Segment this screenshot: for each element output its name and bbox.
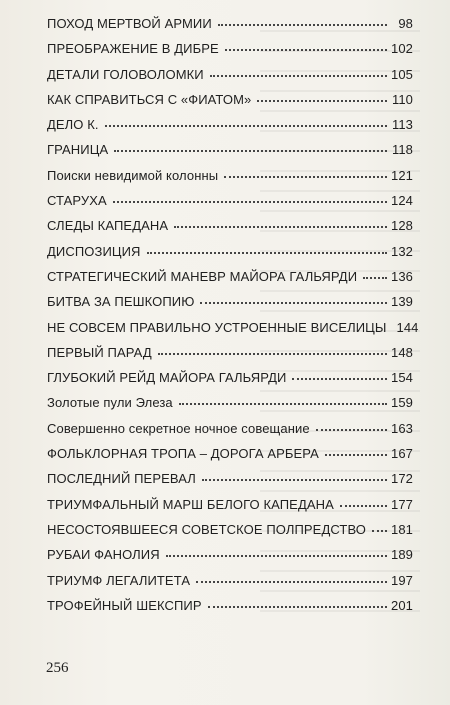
toc-entry	[47, 264, 413, 289]
toc-entry	[47, 289, 413, 314]
toc-entry	[47, 239, 413, 264]
toc-leader-dots	[196, 581, 387, 583]
toc-leader-dots	[179, 403, 387, 405]
toc-leader-dots	[210, 75, 387, 77]
toc-leader-dots	[200, 302, 387, 304]
toc-leader-dots	[292, 378, 387, 380]
toc-entry-title: БИТВА ЗА ПЕШКОПИЮ	[47, 294, 195, 310]
toc-entry	[47, 315, 419, 340]
toc-leader-dots	[158, 353, 387, 355]
toc-entry-title: СТРАТЕГИЧЕСКИЙ МАНЕВР МАЙОРА ГАЛЬЯРДИ	[47, 268, 358, 284]
toc-entry	[47, 213, 413, 238]
toc-leader-dots	[218, 24, 387, 26]
toc-entry	[47, 188, 413, 213]
toc-entry-title: ГЛУБОКИЙ РЕЙД МАЙОРА ГАЛЬЯРДИ	[47, 370, 287, 386]
toc-entry-title: Поиски невидимой колонны	[47, 167, 219, 183]
toc-entry-title: КАК СПРАВИТЬСЯ С «ФИАТОМ»	[47, 91, 252, 107]
page-number: 256	[46, 660, 69, 676]
toc-entry-title: ГРАНИЦА	[47, 142, 109, 158]
toc-entry	[47, 542, 413, 567]
toc-leader-dots	[325, 454, 387, 456]
toc-leader-dots	[174, 226, 387, 228]
toc-entry	[47, 466, 413, 491]
toc-entry-page: 177	[391, 496, 413, 512]
toc-entry-page: 172	[391, 471, 413, 487]
toc-entry-title: ДЕЛО К.	[47, 117, 99, 133]
toc-entry-title: ДЕТАЛИ ГОЛОВОЛОМКИ	[47, 66, 204, 82]
toc-entry-title: ПОСЛЕДНИЙ ПЕРЕВАЛ	[47, 471, 196, 487]
toc-leader-dots	[363, 277, 387, 279]
toc-entry-title: ПРЕОБРАЖЕНИЕ В ДИБРЕ	[47, 41, 219, 57]
toc-entry	[47, 390, 413, 415]
toc-entry-page: 167	[391, 446, 413, 462]
toc-entry-page: 148	[391, 344, 413, 360]
toc-leader-dots	[113, 201, 387, 203]
toc-entry-title: СТАРУХА	[47, 193, 107, 209]
toc-entry	[47, 112, 413, 137]
toc-entry	[47, 36, 413, 61]
toc-entry-page: 181	[391, 521, 413, 537]
toc-leader-dots	[208, 606, 387, 608]
toc-entry-page: 132	[391, 243, 413, 259]
toc-entry-page: 128	[391, 218, 413, 234]
toc-entry-page: 163	[391, 420, 413, 436]
toc-entry-page: 121	[391, 167, 413, 183]
toc-entry-page: 201	[391, 597, 413, 613]
toc-entry-title: РУБАИ ФАНОЛИЯ	[47, 547, 160, 563]
toc-entry-page: 118	[391, 142, 413, 158]
toc-leader-dots	[257, 100, 387, 102]
toc-entry-title: ТРИУМФ ЛЕГАЛИТЕТА	[47, 572, 191, 588]
toc-entry-page: 110	[391, 91, 413, 107]
toc-entry-title: НЕСОСТОЯВШЕЕСЯ СОВЕТСКОЕ ПОЛПРЕДСТВО	[47, 521, 367, 537]
table-of-contents	[47, 11, 419, 618]
toc-entry-page: 113	[391, 117, 413, 133]
toc-entry-title: СЛЕДЫ КАПЕДАНА	[47, 218, 169, 234]
toc-entry-title: ФОЛЬКЛОРНАЯ ТРОПА – ДОРОГА АРБЕРА	[47, 446, 319, 462]
toc-entry	[47, 137, 413, 162]
toc-entry	[47, 492, 413, 517]
toc-entry	[47, 87, 413, 112]
toc-entry-title: ТРИУМФАЛЬНЫЙ МАРШ БЕЛОГО КАПЕДАНА	[47, 496, 334, 512]
toc-entry-title: ДИСПОЗИЦИЯ	[47, 243, 141, 259]
toc-entry-page: 124	[391, 193, 413, 209]
toc-entry	[47, 441, 413, 466]
toc-entry-title: ПОХОД МЕРТВОЙ АРМИИ	[47, 16, 212, 31]
toc-entry-title: Совершенно секретное ночное совещание	[47, 420, 310, 436]
toc-entry	[47, 593, 413, 618]
toc-leader-dots	[114, 150, 387, 152]
toc-leader-dots	[340, 505, 387, 507]
toc-entry-page: 159	[391, 395, 413, 411]
toc-entry-page: 102	[391, 41, 413, 57]
toc-leader-dots	[225, 49, 387, 51]
toc-leader-dots	[166, 555, 387, 557]
toc-entry-page: 136	[391, 268, 413, 284]
toc-entry-page: 139	[391, 294, 413, 310]
toc-entry	[47, 568, 413, 593]
toc-entry-title: ТРОФЕЙНЫЙ ШЕКСПИР	[47, 597, 202, 613]
toc-leader-dots	[316, 429, 387, 431]
toc-entry	[47, 365, 413, 390]
toc-leader-dots	[202, 479, 387, 481]
toc-entry	[47, 11, 413, 36]
toc-leader-dots	[147, 252, 387, 254]
toc-entry-title: НЕ СОВСЕМ ПРАВИЛЬНО УСТРОЕННЫЕ ВИСЕЛИЦЫ	[47, 319, 387, 335]
toc-entry	[47, 416, 413, 441]
toc-entry	[47, 340, 413, 365]
toc-entry-page: 189	[391, 547, 413, 563]
toc-leader-dots	[372, 530, 387, 532]
toc-entry	[47, 62, 413, 87]
toc-entry-page: 154	[391, 370, 413, 386]
toc-entry-page: 105	[391, 66, 413, 82]
toc-entry-page: 98	[398, 16, 413, 31]
toc-entry	[47, 163, 413, 188]
toc-leader-dots	[224, 176, 387, 178]
toc-entry-title: ПЕРВЫЙ ПАРАД	[47, 344, 152, 360]
toc-entry-title: Золотые пули Элеза	[47, 395, 173, 411]
toc-entry	[47, 517, 413, 542]
toc-leader-dots	[105, 125, 387, 127]
toc-entry-page: 197	[391, 572, 413, 588]
toc-entry-page: 144	[396, 319, 419, 335]
